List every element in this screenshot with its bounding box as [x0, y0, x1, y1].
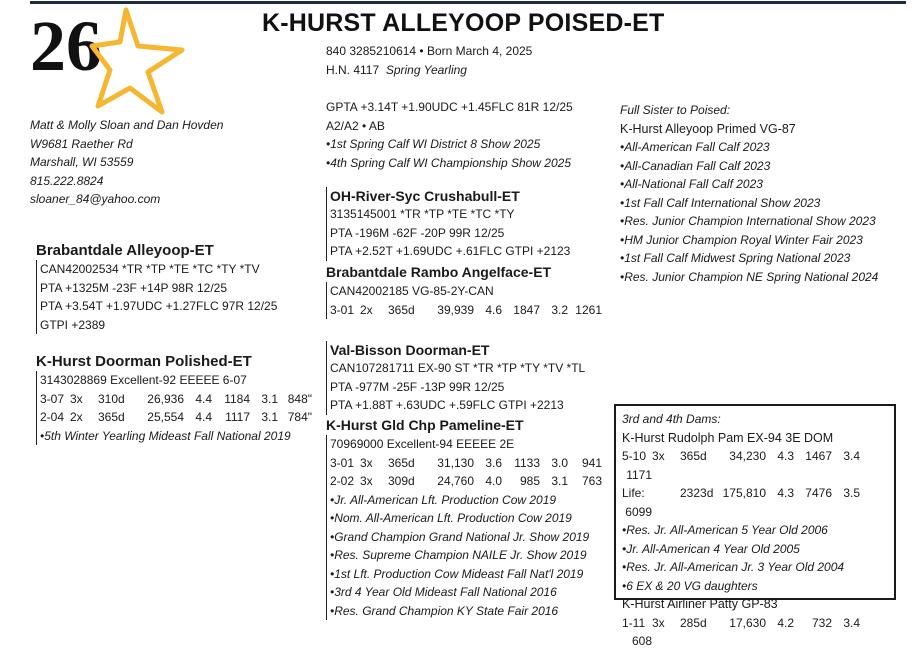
rec-protein-lbs: 1171: [626, 467, 652, 482]
dams-dam-details: [326, 435, 606, 620]
dams-dam-show: •Grand Champion Grand National Jr. Show 2019: [330, 529, 590, 544]
rec-milkings: 3x: [360, 474, 373, 488]
rec-milkings: 3x: [652, 615, 665, 630]
owner-phone: 815.222.8824: [30, 173, 104, 188]
rec-protein-lbs: 1261: [575, 302, 602, 317]
rec-age: 1-11: [622, 615, 646, 630]
rec-age: 3-01: [330, 302, 355, 317]
owner-names: Matt & Molly Sloan and Dan Hovden: [30, 118, 224, 132]
owner-contact: [30, 116, 223, 209]
dams-box-label: 3rd and 4th Dams:: [622, 412, 721, 426]
sister-label: Full Sister to Poised:: [620, 103, 731, 117]
calf-gpta: GPTA +3.14T +1.90UDC +1.45FLC 81R 12/25: [326, 100, 573, 114]
sister-name: K-Hurst Alleyoop Primed VG-87: [620, 121, 796, 136]
dams-dam-reg: 70969000 Excellent-94 EEEEE 2E: [330, 437, 515, 451]
rec-fat-lbs: 7476: [805, 486, 832, 500]
dams-dam-show: •Res. Grand Champion KY State Fair 2016: [330, 603, 559, 618]
rec-fat-pct: 4.4: [195, 410, 212, 424]
fourth-dam-name: K-Hurst Airliner Patty GP-83: [622, 597, 778, 611]
calf-show-2: •4th Spring Calf WI Championship Show 2025: [326, 155, 571, 170]
rec-age: 3-07: [40, 391, 65, 406]
rec-milkings: 2x: [70, 410, 83, 424]
rec-age: 3-01: [330, 455, 355, 470]
dams-dam-record: [330, 472, 606, 491]
sire-name: Brabantdale Alleyoop-ET: [36, 242, 214, 259]
calf-info: [326, 42, 532, 79]
sires-sire-line: PTA -196M -62F -20P 99R 12/25: [330, 225, 505, 240]
dams-sire-name: Val-Bisson Doorman-ET: [330, 342, 490, 358]
rec-fat-pct: 4.6: [485, 302, 502, 317]
rec-milk: 24,760: [437, 474, 474, 488]
rec-fat-lbs: 1847: [513, 302, 540, 317]
owner-address: W9681 Raether Rd: [30, 136, 133, 151]
rec-protein-pct: 3.1: [261, 391, 278, 406]
sires-dam-details: [326, 282, 606, 319]
sire-line: PTA +1325M -23F +14P 98R 12/25: [40, 280, 228, 295]
full-sister: [620, 101, 878, 286]
rec-age: 5-10: [622, 449, 647, 463]
rec-protein-pct: 3.1: [261, 410, 278, 424]
rec-fat-lbs: 985: [519, 474, 540, 488]
rec-protein-lbs: 848": [287, 391, 312, 406]
third-dam-honor: •Res. Jr. All-American 5 Year Old 2006: [622, 523, 828, 537]
third-dam-record: [622, 447, 894, 484]
calf-id-born: 840 3285210614 • Born March 4, 2025: [326, 44, 533, 58]
lot-number: 26: [30, 6, 102, 86]
sister-honor: •All-American Fall Calf 2023: [620, 140, 770, 154]
dams-dam-show: •Res. Supreme Champion NAILE Jr. Show 2019: [330, 548, 587, 562]
rec-milk: 31,130: [437, 455, 474, 470]
rec-fat-pct: 4.2: [777, 615, 794, 630]
sister-honor: •HM Junior Champion Royal Winter Fair 2023: [620, 232, 863, 247]
rec-milk: 26,936: [147, 391, 184, 406]
dam-record: [40, 408, 316, 427]
sire-line: GTPI +2389: [40, 317, 106, 332]
rec-fat-lbs: 1467: [805, 449, 832, 463]
rec-protein-pct: 3.4: [843, 615, 860, 630]
rec-age: 2-02: [330, 474, 355, 488]
rec-protein-pct: 3.5: [843, 486, 860, 500]
rec-days: 365d: [680, 449, 707, 463]
sires-dam-name: Brabantdale Rambo Angelface-ET: [326, 264, 552, 280]
rec-fat-lbs: 1184: [224, 391, 250, 406]
rec-days: 310d: [98, 391, 125, 406]
calf-genomics: [326, 98, 573, 172]
dam-reg: 3143028869 Excellent-92 EEEEE 6-07: [40, 373, 247, 387]
rec-protein-lbs: 6099: [625, 504, 652, 519]
calf-hn: [326, 61, 532, 80]
rec-protein-pct: 3.1: [551, 474, 568, 488]
rec-fat-pct: 4.4: [195, 391, 212, 406]
third-dam-honor: •Jr. All-American 4 Year Old 2005: [622, 541, 800, 556]
rec-protein-lbs: 784": [287, 410, 312, 424]
rec-days: 365d: [388, 455, 415, 470]
rec-protein-pct: 3.0: [551, 455, 568, 470]
dams-dam-show: •Jr. All-American Lft. Production Cow 2019: [330, 492, 557, 507]
dams-sire-line: CAN107281711 EX-90 ST *TR *TP *TY *TV *TL: [330, 361, 586, 375]
rec-fat-pct: 4.3: [777, 486, 794, 500]
sister-honor: •All-National Fall Calf 2023: [620, 177, 763, 191]
rec-days: 309d: [388, 474, 415, 488]
sister-honor: •1st Fall Calf International Show 2023: [620, 195, 821, 210]
sires-dam-reg: CAN42002185 VG-85-2Y-CAN: [330, 284, 494, 298]
dams-dam-show: •Nom. All-American Lft. Production Cow 2019: [330, 511, 572, 525]
rec-days: 285d: [680, 615, 707, 630]
rec-milk: 175,810: [722, 486, 766, 500]
dam-record: [40, 390, 316, 409]
dams-dam-name: K-Hurst Gld Chp Pameline-ET: [326, 417, 524, 433]
rec-protein-lbs: 763: [581, 474, 602, 488]
sire-line: PTA +3.54T +1.97UDC +1.27FLC 97R 12/25: [40, 299, 278, 313]
sires-sire-name: OH-River-Syc Crushabull-ET: [330, 188, 520, 204]
sister-honor: •1st Fall Calf Midwest Spring National 2023: [620, 251, 851, 265]
hn-class: Spring Yearling: [385, 62, 467, 77]
dams-dam-show: •1st Lft. Production Cow Mideast Fall Nat'l 2019: [330, 566, 584, 581]
third-dam-name: K-Hurst Rudolph Pam EX-94 3E DOM: [622, 430, 834, 445]
fourth-dam-record: [622, 614, 894, 651]
rec-protein-lbs: 941: [581, 455, 602, 470]
third-dam-honor: •Res. Jr. All-American Jr. 3 Year Old 2004: [622, 560, 845, 574]
page-title: K-HURST ALLEYOOP POISED-ET: [262, 9, 665, 37]
owner-city: Marshall, WI 53559: [30, 155, 134, 169]
dam-details: [36, 371, 316, 445]
rec-milkings: 3x: [652, 449, 665, 463]
owner-email: sloaner_84@yahoo.com: [30, 192, 161, 206]
third-fourth-dams-box: [614, 404, 896, 648]
rec-age: Life:: [622, 486, 645, 500]
rec-protein-pct: 3.4: [843, 449, 860, 463]
calf-genetics: A2/A2 • AB: [326, 118, 385, 133]
rec-fat-pct: 3.6: [485, 455, 502, 470]
rec-milkings: 3x: [360, 455, 373, 470]
dam-show: •5th Winter Yearling Mideast Fall National 2019: [40, 428, 291, 443]
rec-fat-pct: 4.0: [485, 474, 502, 488]
rec-milk: 34,230: [729, 449, 766, 463]
star-icon: [92, 6, 192, 116]
third-dam-record: [622, 484, 894, 521]
rec-days: 2323d: [680, 486, 714, 500]
sire-line: CAN42002534 *TR *TP *TE *TC *TY *TV: [40, 262, 260, 276]
rec-days: 365d: [98, 410, 125, 424]
sires-sire-line: PTA +2.52T +1.69UDC +.61FLC GTPI +2123: [330, 244, 571, 258]
rec-milkings: 3x: [70, 391, 83, 406]
sires-dam-record: [330, 301, 606, 320]
calf-show-1: •1st Spring Calf WI District 8 Show 2025: [326, 137, 541, 151]
top-rule: [30, 1, 906, 4]
sister-honor: •Res. Junior Champion International Show 2023: [620, 214, 876, 228]
rec-milk: 17,630: [729, 615, 766, 630]
rec-days: 365d: [388, 302, 415, 317]
dams-dam-record: [330, 454, 606, 473]
rec-fat-lbs: 1133: [514, 455, 540, 470]
rec-fat-lbs: 1117: [225, 410, 250, 424]
sires-sire: [326, 187, 570, 261]
rec-protein-lbs: 608: [631, 634, 652, 648]
sires-sire-line: 3135145001 *TR *TP *TE *TC *TY: [330, 207, 515, 221]
dams-sire-line: PTA -977M -25F -13P 99R 12/25: [330, 379, 505, 394]
sire-details: [36, 260, 277, 334]
sister-honor: •All-Canadian Fall Calf 2023: [620, 158, 771, 173]
sister-honor: •Res. Junior Champion NE Spring National 2024: [620, 269, 879, 284]
third-dam-honor: •6 EX & 20 VG daughters: [622, 578, 758, 593]
rec-fat-lbs: 732: [811, 615, 832, 630]
rec-fat-pct: 4.3: [777, 449, 794, 463]
rec-milkings: 2x: [360, 302, 373, 317]
dams-dam-show: •3rd 4 Year Old Mideast Fall National 2016: [330, 585, 557, 599]
dams-sire-line: PTA +1.88T +.63UDC +.59FLC GTPI +2213: [330, 398, 564, 412]
dams-sire: [326, 341, 585, 415]
dam-name: K-Hurst Doorman Polished-ET: [36, 353, 252, 370]
rec-protein-pct: 3.2: [551, 302, 568, 317]
hn-number: H.N. 4117: [326, 62, 380, 77]
rec-milk: 25,554: [147, 410, 184, 424]
rec-milk: 39,939: [437, 302, 474, 317]
rec-age: 2-04: [40, 410, 65, 424]
